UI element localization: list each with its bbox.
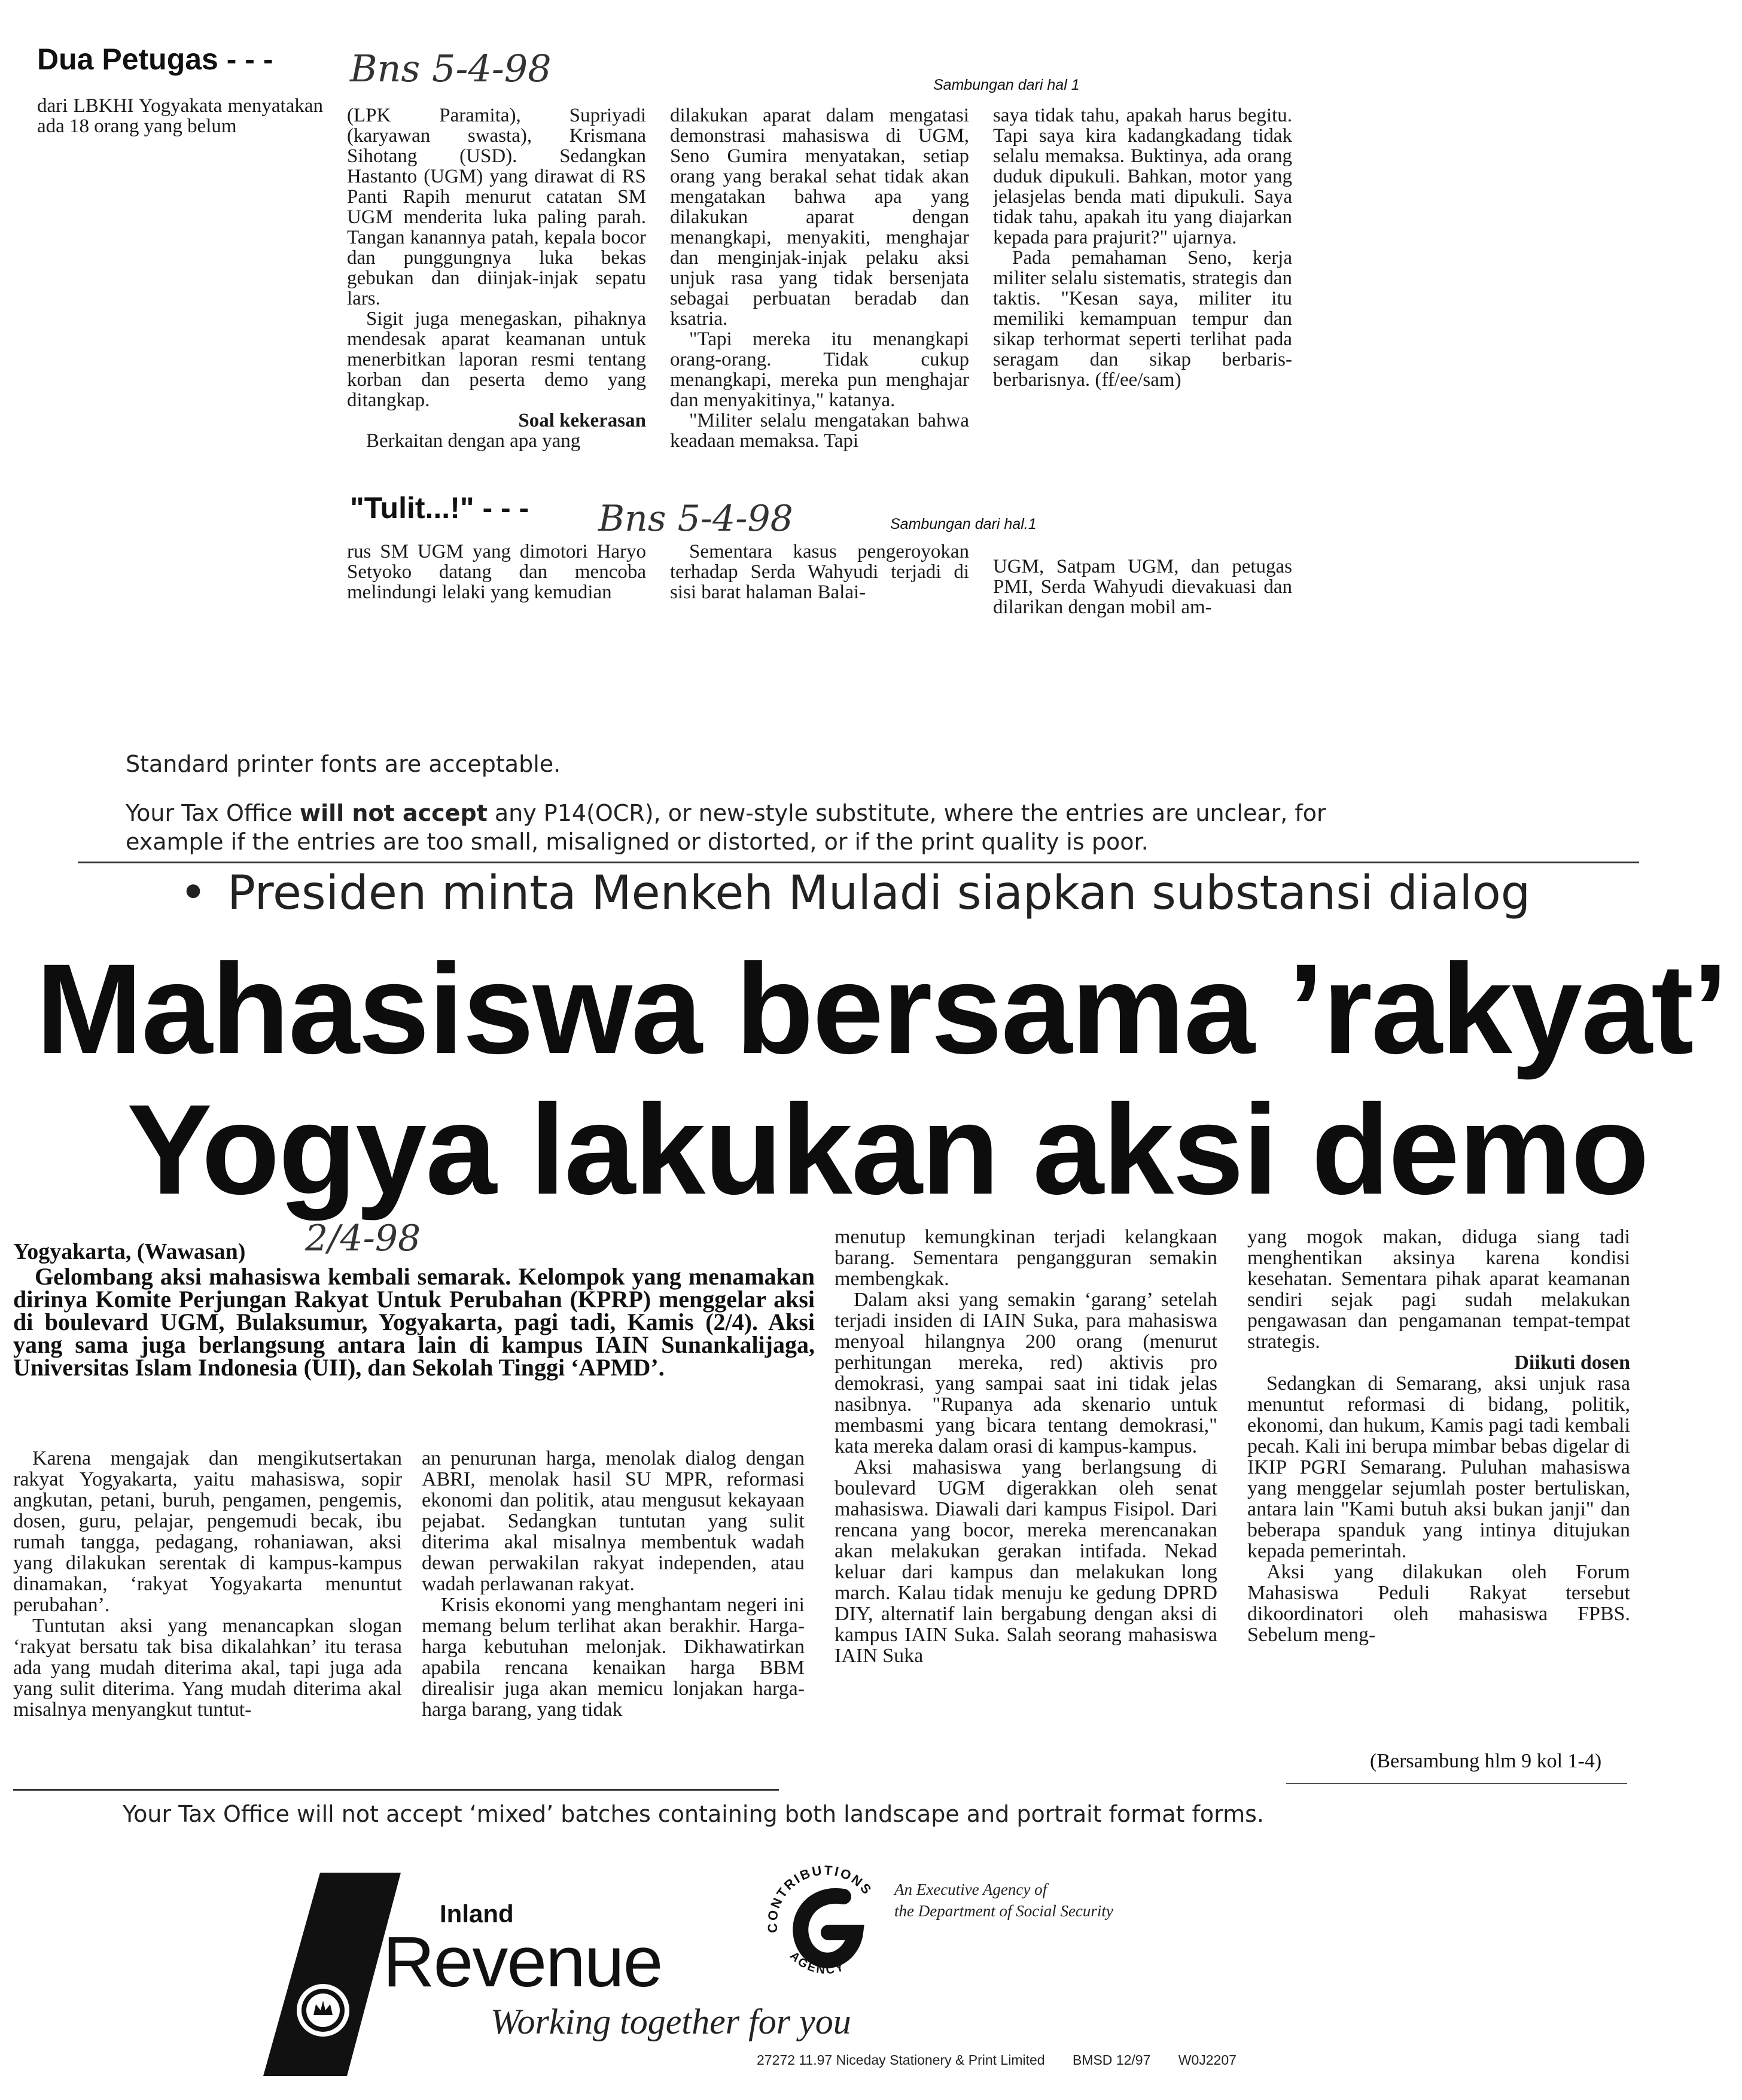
tax-note-fonts: Standard printer fonts are acceptable.	[126, 751, 561, 777]
clip2-continued-note: Sambungan dari hal.1	[890, 516, 1037, 532]
clip2-handwritten-date: Bns 5-4-98	[598, 498, 793, 540]
clip2-col3: UGM, Satpam UGM, dan petugas PMI, Serda Wahyudi dievakuasi dan dilarikan dengan mobil am-	[993, 556, 1292, 618]
clip1-col2: (LPK Paramita), Supriyadi (karyawan swasta), Krismana Sihotang (USD). Sedangkan Hastanto (UGM) yang dirawat di RS Panti Rapih menurut catatan SM UGM menderita luka paling parah. Tangan kanannya patah, kepala bocor dan punggungnya luka bekas gebukan dan diinjak-injak sepatu lars. Sigit juga menegaskan, pihaknya mendesak aparat keamanan untuk menerbitkan laporan resmi tentang korban dan peserta demo yang ditangkap. Soal kekerasan Berkaitan dengan apa yang	[347, 105, 646, 452]
article-lead: Gelombang aksi mahasiswa kembali semarak. Kelompok yang menamakan dirinya Komite Perjungan Rakyat Untuk Perubahan (KPRP) menggelar aksi di boulevard UGM, Bulaksumur, Yogyakarta, pagi tadi, Kamis (2/4). Aksi yang sama juga berlangsung antara lain di kampus IAIN Sunankalijaga, Universitas Islam Indonesia (UII), dan Sekolah Tinggi ‘APMD’.	[13, 1263, 815, 1381]
clip1-subhead: Soal kekerasan	[518, 410, 646, 431]
clip1-col4: saya tidak tahu, apakah harus begitu. Tapi saya kira kadangkadang tidak selalu memaksa. Buktinya, ada orang duduk dipukuli. Bahkan, motor yang jelasjelas benda mati dipukuli. Saya tidak tahu, apakah itu yang diajarkan kepada para prajurit?" ujarnya. Pada pemahaman Seno, kerja militer selalu sistematis, strategis dan taktis. "Kesan saya, militer itu memiliki kemampuan tempur dan sikap terhormat seperti terlihat pada seragam dan sikap berbaris-berbarisnya. (ff/ee/sam)	[993, 105, 1292, 391]
article-headline-line1: Mahasiswa bersama ’rakyat’	[36, 938, 1727, 1081]
clip1-handwritten-date: Bns 5-4-98	[350, 47, 552, 90]
article-col2: an penurunan harga, menolak dialog dengan ABRI, menolak hasil SU MPR, reformasi ekonomi dan politik, atau mengusut kekayaan pejabat. Sedangkan tuntutan yang sulit diterima akal misalnya membentuk wadah dewan perwakilan rakyat independen, atau wadah perlawanan rakyat. Krisis ekonomi yang menghantam negeri ini memang belum terlihat akan berakhir. Harga-harga kebutuhan melonjak. Dikhawatirkan apabila rencana kenaikan harga BBM direalisir juga akan memicu lonjakan harga-harga barang, yang tidak	[422, 1448, 805, 1721]
article-col3: menutup kemungkinan terjadi kelangkaan barang. Sementara pengangguran semakin membengkak. Dalam aksi yang semakin ‘garang’ setelah terjadi insiden di IAIN Suka, para mahasiswa menyoal hilangnya 200 orang (menurut perhitungan mereka, red) aktivis pro demokrasi, yang sampai saat ini tidak jelas nasibnya. "Rupanya ada skenario untuk membasmi yang bicara tentang demokrasi," kata mereka dalam orasi di kampus-kampus. Aksi mahasiswa yang berlangsung di boulevard UGM digerakkan oleh senat mahasiswa. Diawali dari kampus Fisipol. Dari rencana yang bocor, mereka merencanakan akan melakukan gerakan intifada. Nekad keluar dari kampus dan melakukan long march. Kalau tidak menuju ke gedung DPRD DIY, alternatif lain bergabung dengan aksi di kampus IAIN Suka. Salah seorang mahasiswa IAIN Suka	[835, 1226, 1217, 1667]
article-dateline: Yogyakarta, (Wawasan)	[13, 1239, 246, 1264]
revenue-label: Revenue	[383, 1922, 662, 2002]
article-subheadline: • Presiden minta Menkeh Muladi siapkan substansi dialog	[179, 866, 1531, 920]
print-code: 27272 11.97 Niceday Stationery & Print Limited BMSD 12/97 W0J2207	[757, 2052, 1237, 2068]
clip1-col1: dari LBKHI Yogyakata menyatakan ada 18 orang yang belum	[37, 96, 323, 137]
divider-right	[1286, 1783, 1627, 1784]
agency-ring-top-text: CONTRIBUTIONS	[765, 1862, 876, 1934]
divider-top	[78, 862, 1639, 863]
article-continued-note: (Bersambung hlm 9 kol 1-4)	[1370, 1750, 1602, 1772]
article-col4: yang mogok makan, diduga siang tadi menghentikan aksinya karena kondisi kesehatan. Sementara pihak aparat keamanan sendiri sejak pagi sudah melakukan pengawasan dan pengamanan tempat-tempat strategis. Diikuti dosen Sedangkan di Semarang, aksi unjuk rasa menuntut reformasi di bidang, politik, ekonomi, dan hukum, Kamis pagi tadi kembali pecah. Kali ini berupa mimbar bebas digelar di IKIP PGRI Semarang. Puluhan mahasiswa yang menggelar sejumlah poster bertuliskan, antara lain "Kami butuh aksi bukan janji" dan beberapa spanduk yang intinya ditujukan kepada pemerintah. Aksi yang dilakukan oleh Forum Mahasiswa Peduli Rakyat tersebut dikoordinatori oleh mahasiswa FPBS. Sebelum meng-	[1247, 1226, 1630, 1646]
agency-ring-bottom-text: AGENCY	[787, 1949, 847, 1977]
article-subhead-diikuti: Diikuti dosen	[1514, 1352, 1630, 1374]
inland-label: Inland	[440, 1900, 514, 1928]
clip1-continued-note: Sambungan dari hal 1	[933, 77, 1080, 93]
article-col1: Karena mengajak dan mengikutsertakan rakyat Yogyakarta, yaitu mahasiswa, sopir angkutan, petani, buruh, pengamen, pengemis, dosen, guru, pelajar, pengemudi becak, ibu rumah tangga, pedagang, rohaniawan, aksi yang dilakukan serentak di kampus-kampus dinamakan, ‘rakyat Yogyakarta menuntut perubahan’. Tuntutan aksi yang menancapkan slogan ‘rakyat bersatu tak bisa dikalahkan’ itu terasa ada yang mudah diterima akal, tapi juga ada yang sulit diterima. Yang mudah diterima akal misalnya menyangkut tuntut-	[13, 1448, 402, 1721]
clip1-col3: dilakukan aparat dalam mengatasi demonstrasi mahasiswa di UGM, Seno Gumira menyatakan, setiap orang yang berakal sehat tidak akan mengatakan bahwa apa yang dilakukan aparat dengan menangkapi, menyakiti, menghajar dan menginjak-injak pelaku aksi unjuk rasa yang tidak bersenjata sebagai perbuatan beradab dan ksatria. "Tapi mereka itu menangkapi orang-orang. Tidak cukup menangkapi, mereka pun menghajar dan menyakitinya," katanya. "Militer selalu mengatakan bahwa keadaan memaksa. Tapi	[670, 105, 969, 452]
clip2-col1: rus SM UGM yang dimotori Haryo Setyoko datang dan mencoba melindungi lelaki yang kemudian	[347, 541, 646, 603]
clip1-title: Dua Petugas - - -	[37, 42, 273, 76]
article-handwritten-date: 2/4-98	[305, 1218, 421, 1259]
clip2-col2: Sementara kasus pengeroyokan terhadap Serda Wahyudi terjadi di sisi barat halaman Balai-	[670, 541, 969, 603]
contributions-agency-logo	[754, 1855, 897, 1998]
article-headline-line2: Yogya lakukan aksi demo	[127, 1078, 1648, 1221]
agency-text: An Executive Agency of the Department of Social Security	[894, 1880, 1113, 1920]
tagline: Working together for you	[491, 2002, 851, 2041]
tax-note-mixed: Your Tax Office will not accept ‘mixed’ batches containing both landscape and portrait format forms.	[123, 1801, 1265, 1827]
tax-note-ocr: Your Tax Office will not accept any P14(OCR), or new-style substitute, where the entries are unclear, for example if the entries are too small, misaligned or distorted, or if the print quality is poor.	[126, 800, 1326, 855]
clip2-title: "Tulit...!" - - -	[350, 491, 529, 525]
divider-bottom	[13, 1789, 779, 1791]
